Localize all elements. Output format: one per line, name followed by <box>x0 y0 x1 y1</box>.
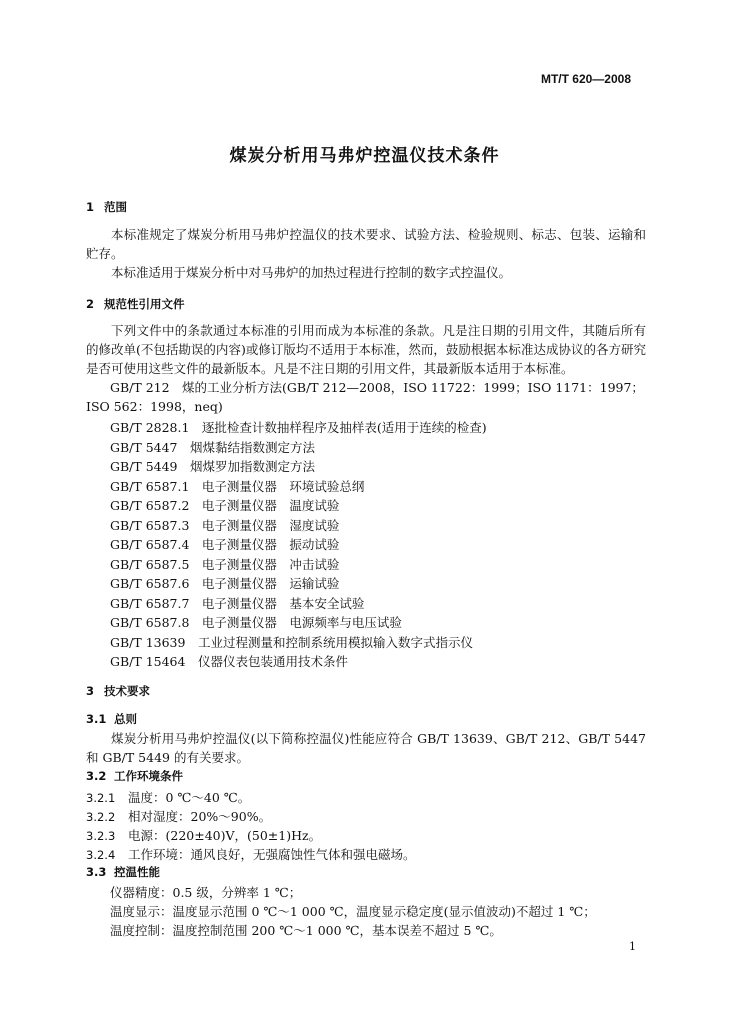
section-1-paragraph-1: 本标准规定了煤炭分析用马弗炉控温仪的技术要求、试验方法、检验规则、标志、包装、运输和贮存。 <box>86 227 646 261</box>
subsection-3-1-text: 煤炭分析用马弗炉控温仪(以下简称控温仪)性能应符合 GB/T 13639、GB/T 212、GB/T 5447 和 GB/T 5449 的有关要求。 <box>86 731 646 765</box>
reference-item: GB/T 2828.1 逐批检查计数抽样程序及抽样表(适用于连续的检查) <box>110 420 487 435</box>
subsection-3-1-heading <box>86 711 137 727</box>
clause-number: 3.2.3 <box>86 829 116 843</box>
reference-item: GB/T 6587.2 电子测量仪器 温度试验 <box>110 498 340 513</box>
section-2-intro: 下列文件中的条款通过本标准的引用而成为本标准的条款。凡是注日期的引用文件，其随后所有的修改单(不包括勘误的内容)或修订版均不适用于本标准，然而，鼓励根据本标准达成协议的各方研究是否可使用这些文件的最新版本。凡是不注日期的引用文件，其最新版本适用于本标准。 <box>86 323 646 376</box>
subsection-title: 总则 <box>114 712 137 726</box>
document-title: 煤炭分析用马弗炉控温仪技术条件 <box>229 146 500 166</box>
page-number: 1 <box>629 940 636 953</box>
reference-item: GB/T 6587.4 电子测量仪器 振动试验 <box>110 537 340 552</box>
clause-number: 3.2.1 <box>86 791 116 805</box>
performance-line: 温度显示：温度显示范围 0 ℃～1 000 ℃，温度显示稳定度(显示值波动)不超过 1 ℃； <box>110 904 596 919</box>
section-number: 1 <box>86 200 95 214</box>
clause-item <box>86 845 416 863</box>
clause-item <box>86 826 321 844</box>
standard-code: MT/T 620—2008 <box>540 72 631 86</box>
reference-item: GB/T 212 煤的工业分析方法(GB/T 212—2008，ISO 11722：1999；ISO 1171：1997；ISO 562：1998，neq) <box>86 380 644 414</box>
reference-item: GB/T 6587.3 电子测量仪器 湿度试验 <box>110 518 340 533</box>
section-1-paragraph-2: 本标准适用于煤炭分析中对马弗炉的加热过程进行控制的数字式控温仪。 <box>111 265 512 280</box>
clause-number: 3.2.4 <box>86 848 116 862</box>
section-2-heading <box>86 296 185 312</box>
reference-item: GB/T 6587.6 电子测量仪器 运输试验 <box>110 576 340 591</box>
section-3-heading <box>86 683 150 699</box>
clause-item <box>86 807 271 825</box>
clause-text: 温度：0 ℃～40 ℃。 <box>128 790 251 805</box>
subsection-title: 工作环境条件 <box>114 769 183 783</box>
subsection-3-2-heading <box>86 768 183 784</box>
reference-item: GB/T 6587.8 电子测量仪器 电源频率与电压试验 <box>110 615 402 630</box>
reference-item: GB/T 15464 仪器仪表包装通用技术条件 <box>110 654 348 669</box>
subsection-3-3-heading <box>86 864 160 880</box>
clause-item <box>86 788 250 806</box>
section-title: 范围 <box>104 200 127 214</box>
performance-line: 仪器精度：0.5 级，分辨率 1 ℃； <box>110 885 302 900</box>
subsection-title: 控温性能 <box>114 865 160 879</box>
reference-item: GB/T 6587.1 电子测量仪器 环境试验总纲 <box>110 479 365 494</box>
subsection-number: 3.1 <box>86 712 107 726</box>
clause-text: 相对湿度：20%～90%。 <box>128 809 272 824</box>
subsection-number: 3.3 <box>86 865 107 879</box>
clause-text: 电源：(220±40)V，(50±1)Hz。 <box>128 828 322 843</box>
section-1-heading <box>86 199 127 215</box>
clause-text: 工作环境：通风良好，无强腐蚀性气体和强电磁场。 <box>128 847 416 862</box>
section-number: 2 <box>86 297 95 311</box>
performance-line: 温度控制：温度控制范围 200 ℃～1 000 ℃，基本误差不超过 5 ℃。 <box>110 923 502 938</box>
subsection-number: 3.2 <box>86 769 107 783</box>
section-number: 3 <box>86 684 95 698</box>
clause-number: 3.2.2 <box>86 810 116 824</box>
section-title: 技术要求 <box>104 684 150 698</box>
section-title: 规范性引用文件 <box>104 297 185 311</box>
reference-item: GB/T 5449 烟煤罗加指数测定方法 <box>110 459 316 474</box>
reference-item: GB/T 5447 烟煤黏结指数测定方法 <box>110 440 316 455</box>
reference-item: GB/T 6587.7 电子测量仪器 基本安全试验 <box>110 596 365 611</box>
reference-item: GB/T 13639 工业过程测量和控制系统用模拟输入数字式指示仪 <box>110 635 473 650</box>
reference-item: GB/T 6587.5 电子测量仪器 冲击试验 <box>110 557 340 572</box>
